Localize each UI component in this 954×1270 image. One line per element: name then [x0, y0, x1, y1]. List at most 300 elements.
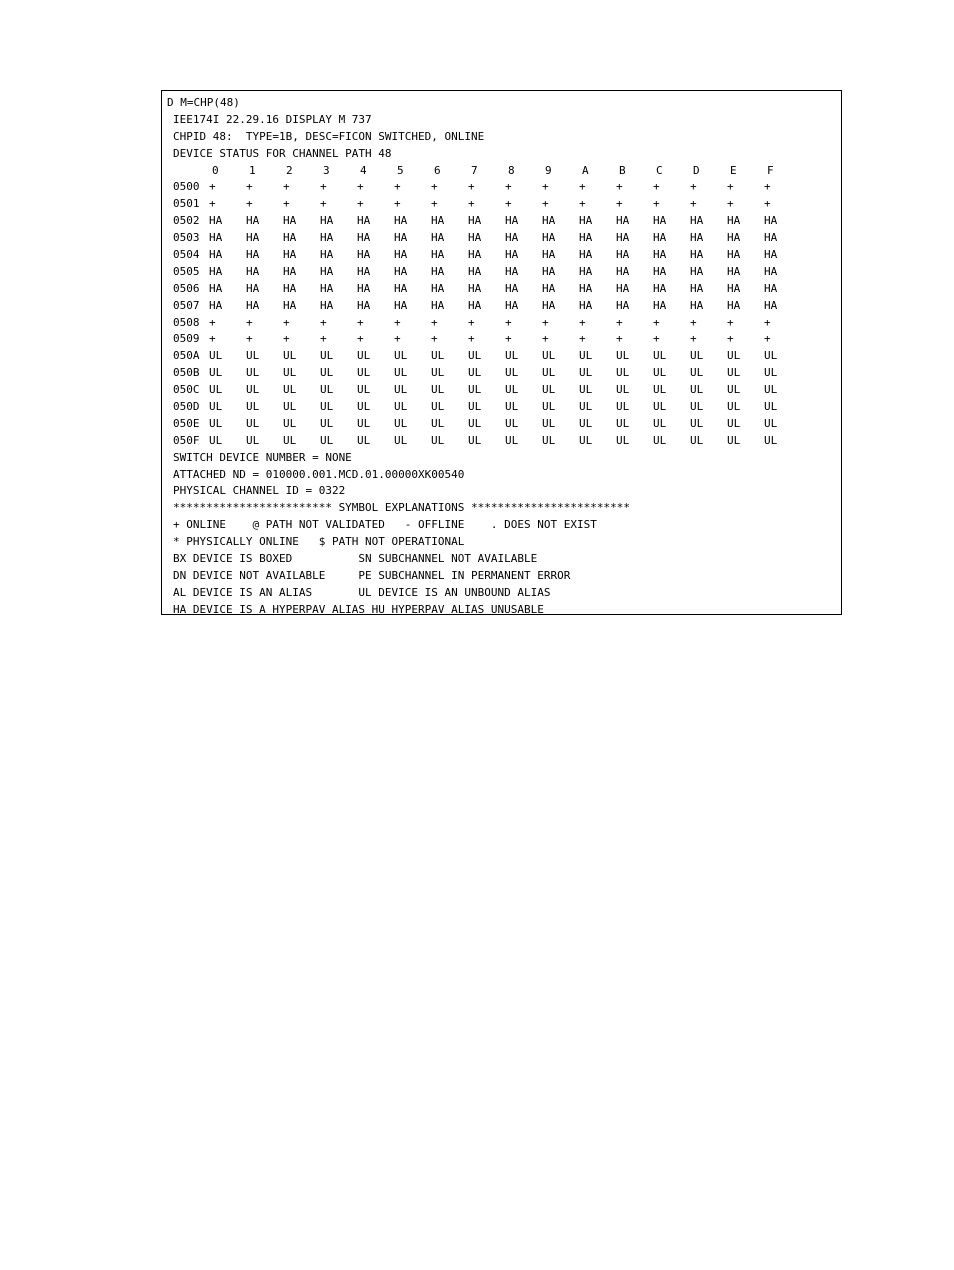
status-cell: UL — [690, 400, 704, 414]
status-cell: HA — [209, 264, 223, 278]
status-cell: UL — [505, 349, 519, 363]
table-row — [162, 365, 841, 382]
command-line: D M=CHP(48) — [167, 96, 240, 109]
status-cell: + — [579, 315, 586, 329]
status-cell: + — [468, 180, 475, 194]
status-cell: UL — [246, 349, 260, 363]
status-cell: + — [209, 315, 216, 329]
status-cell: + — [542, 197, 549, 211]
status-cell: UL — [505, 433, 519, 447]
column-header-1: 1 — [249, 163, 256, 177]
status-cell: HA — [431, 248, 445, 262]
status-cell: UL — [320, 349, 334, 363]
status-cell: UL — [283, 366, 297, 380]
status-cell: + — [690, 197, 697, 211]
status-cell: UL — [357, 366, 371, 380]
status-cell: HA — [431, 298, 445, 312]
status-cell: + — [394, 315, 401, 329]
status-cell: UL — [616, 400, 630, 414]
status-cell: + — [468, 332, 475, 346]
status-cell: UL — [727, 349, 741, 363]
status-cell: UL — [579, 366, 593, 380]
status-cell: UL — [357, 433, 371, 447]
legend-line-3: BX DEVICE IS BOXED SN SUBCHANNEL NOT AVAILABLE — [173, 552, 538, 566]
column-header-0: 0 — [212, 163, 219, 177]
status-cell: UL — [246, 366, 260, 380]
status-cell: UL — [357, 416, 371, 430]
symbol-explanations-banner: ************************ SYMBOL EXPLANATIONS ************************ — [173, 501, 630, 515]
status-cell: + — [690, 315, 697, 329]
column-header-F: F — [767, 163, 774, 177]
footer-attached-nd: ATTACHED ND = 010000.001.MCD.01.00000XK00540 — [173, 467, 465, 481]
status-cell: HA — [616, 264, 630, 278]
status-cell: HA — [505, 264, 519, 278]
row-address: 0509 — [173, 332, 200, 346]
status-cell: UL — [357, 349, 371, 363]
row-address: 0501 — [173, 197, 200, 211]
status-cell: HA — [394, 214, 408, 228]
status-cell: UL — [727, 400, 741, 414]
status-cell: HA — [431, 214, 445, 228]
status-cell: + — [579, 332, 586, 346]
status-cell: HA — [653, 214, 667, 228]
table-row — [162, 230, 841, 247]
status-cell: UL — [246, 433, 260, 447]
status-cell: + — [431, 332, 438, 346]
status-cell: UL — [320, 416, 334, 430]
status-cell: UL — [764, 433, 778, 447]
status-cell: UL — [690, 383, 704, 397]
status-cell: UL — [468, 383, 482, 397]
status-cell: HA — [394, 298, 408, 312]
status-cell: UL — [246, 383, 260, 397]
legend-line-1: + ONLINE @ PATH NOT VALIDATED - OFFLINE . DOES NOT EXIST — [173, 518, 597, 532]
status-cell: HA — [431, 231, 445, 245]
status-cell: HA — [357, 298, 371, 312]
legend-line-6: HA DEVICE IS A HYPERPAV ALIAS HU HYPERPAV ALIAS UNUSABLE — [173, 602, 544, 616]
status-cell: UL — [394, 349, 408, 363]
status-cell: HA — [283, 214, 297, 228]
status-cell: UL — [283, 383, 297, 397]
status-cell: HA — [246, 214, 260, 228]
status-cell: UL — [283, 400, 297, 414]
row-address: 0504 — [173, 248, 200, 262]
status-cell: UL — [505, 383, 519, 397]
status-cell: UL — [616, 433, 630, 447]
status-cell: HA — [653, 248, 667, 262]
status-cell: HA — [542, 264, 556, 278]
status-cell: UL — [431, 383, 445, 397]
table-row — [162, 399, 841, 416]
status-cell: UL — [542, 383, 556, 397]
table-row — [162, 348, 841, 365]
status-cell: HA — [246, 298, 260, 312]
status-cell: + — [727, 180, 734, 194]
status-cell: HA — [616, 248, 630, 262]
status-cell: HA — [357, 281, 371, 295]
status-cell: HA — [579, 298, 593, 312]
status-cell: HA — [542, 248, 556, 262]
row-address: 050B — [173, 366, 200, 380]
status-cell: + — [505, 332, 512, 346]
status-cell: HA — [616, 231, 630, 245]
column-header-4: 4 — [360, 163, 367, 177]
status-cell: UL — [616, 366, 630, 380]
status-cell: UL — [653, 366, 667, 380]
status-cell: HA — [579, 248, 593, 262]
status-cell: UL — [542, 366, 556, 380]
status-cell: HA — [616, 214, 630, 228]
status-cell: HA — [727, 264, 741, 278]
status-cell: UL — [357, 383, 371, 397]
status-cell: + — [542, 315, 549, 329]
status-cell: + — [246, 180, 253, 194]
status-cell: HA — [727, 248, 741, 262]
status-cell: UL — [505, 416, 519, 430]
column-header-8: 8 — [508, 163, 515, 177]
status-cell: UL — [431, 400, 445, 414]
status-cell: + — [246, 315, 253, 329]
column-header-2: 2 — [286, 163, 293, 177]
status-cell: UL — [431, 416, 445, 430]
status-cell: + — [357, 315, 364, 329]
status-cell: + — [579, 197, 586, 211]
status-cell: UL — [431, 349, 445, 363]
status-cell: + — [431, 197, 438, 211]
status-cell: + — [209, 180, 216, 194]
status-cell: + — [616, 180, 623, 194]
status-cell: HA — [468, 248, 482, 262]
status-cell: + — [690, 332, 697, 346]
status-cell: UL — [542, 349, 556, 363]
status-cell: HA — [209, 231, 223, 245]
status-cell: HA — [320, 248, 334, 262]
status-cell: HA — [246, 264, 260, 278]
status-cell: HA — [246, 281, 260, 295]
row-address: 050E — [173, 416, 200, 430]
status-cell: UL — [616, 416, 630, 430]
status-cell: UL — [653, 383, 667, 397]
status-cell: HA — [505, 248, 519, 262]
status-cell: HA — [690, 231, 704, 245]
status-cell: HA — [320, 231, 334, 245]
status-cell: UL — [579, 383, 593, 397]
status-cell: UL — [764, 416, 778, 430]
status-cell: HA — [579, 214, 593, 228]
table-row — [162, 179, 841, 196]
row-address: 0503 — [173, 231, 200, 245]
column-header-row — [162, 163, 841, 180]
status-cell: + — [394, 332, 401, 346]
status-cell: UL — [209, 416, 223, 430]
status-cell: HA — [690, 264, 704, 278]
status-cell: HA — [320, 214, 334, 228]
status-cell: + — [357, 180, 364, 194]
status-cell: UL — [542, 416, 556, 430]
row-address: 050A — [173, 349, 200, 363]
status-cell: HA — [653, 298, 667, 312]
status-cell: HA — [283, 298, 297, 312]
status-cell: + — [727, 197, 734, 211]
status-cell: + — [468, 315, 475, 329]
status-cell: UL — [394, 400, 408, 414]
status-cell: + — [505, 180, 512, 194]
status-cell: + — [690, 180, 697, 194]
status-cell: + — [320, 197, 327, 211]
status-cell: + — [431, 180, 438, 194]
status-cell: HA — [394, 248, 408, 262]
status-cell: UL — [653, 433, 667, 447]
status-cell: HA — [616, 298, 630, 312]
row-address: 0507 — [173, 298, 200, 312]
status-cell: + — [320, 315, 327, 329]
status-cell: + — [616, 332, 623, 346]
status-cell: UL — [468, 433, 482, 447]
status-cell: HA — [727, 214, 741, 228]
table-row — [162, 281, 841, 298]
status-cell: UL — [727, 366, 741, 380]
status-cell: + — [542, 180, 549, 194]
status-cell: HA — [246, 248, 260, 262]
status-cell: HA — [653, 281, 667, 295]
status-cell: UL — [394, 433, 408, 447]
status-cell: HA — [690, 248, 704, 262]
column-header-E: E — [730, 163, 737, 177]
status-cell: UL — [209, 383, 223, 397]
status-cell: HA — [246, 231, 260, 245]
column-header-6: 6 — [434, 163, 441, 177]
status-cell: + — [764, 315, 771, 329]
status-cell: HA — [357, 231, 371, 245]
status-cell: HA — [690, 298, 704, 312]
row-address: 050C — [173, 383, 200, 397]
status-cell: UL — [542, 400, 556, 414]
status-cell: UL — [653, 416, 667, 430]
status-cell: + — [653, 332, 660, 346]
status-cell: UL — [394, 383, 408, 397]
table-row — [162, 331, 841, 348]
status-cell: + — [246, 197, 253, 211]
console-output-panel — [161, 90, 842, 615]
table-row — [162, 247, 841, 264]
status-cell: + — [653, 315, 660, 329]
status-cell: UL — [727, 383, 741, 397]
row-address: 0505 — [173, 264, 200, 278]
status-cell: HA — [727, 281, 741, 295]
status-cell: + — [283, 197, 290, 211]
status-cell: HA — [505, 298, 519, 312]
status-cell: HA — [468, 264, 482, 278]
column-header-C: C — [656, 163, 663, 177]
status-cell: HA — [764, 214, 778, 228]
status-cell: HA — [431, 264, 445, 278]
status-cell: UL — [468, 400, 482, 414]
status-cell: HA — [283, 231, 297, 245]
status-cell: + — [727, 315, 734, 329]
status-cell: + — [320, 180, 327, 194]
status-cell: HA — [764, 281, 778, 295]
status-cell: + — [505, 197, 512, 211]
status-cell: UL — [764, 400, 778, 414]
column-header-3: 3 — [323, 163, 330, 177]
status-cell: HA — [320, 298, 334, 312]
status-cell: + — [764, 180, 771, 194]
status-cell: HA — [209, 214, 223, 228]
status-cell: UL — [283, 416, 297, 430]
status-cell: HA — [320, 264, 334, 278]
status-cell: HA — [468, 298, 482, 312]
status-cell: UL — [764, 366, 778, 380]
status-cell: + — [283, 180, 290, 194]
table-row — [162, 196, 841, 213]
status-cell: UL — [690, 349, 704, 363]
status-cell: UL — [653, 349, 667, 363]
status-cell: + — [764, 332, 771, 346]
status-cell: + — [246, 332, 253, 346]
status-cell: UL — [616, 349, 630, 363]
status-cell: HA — [727, 231, 741, 245]
status-cell: UL — [320, 400, 334, 414]
status-cell: UL — [616, 383, 630, 397]
status-cell: HA — [727, 298, 741, 312]
status-cell: UL — [246, 416, 260, 430]
status-cell: UL — [320, 366, 334, 380]
status-cell: UL — [468, 349, 482, 363]
status-cell: UL — [764, 383, 778, 397]
status-cell: UL — [468, 366, 482, 380]
status-cell: + — [320, 332, 327, 346]
status-cell: HA — [653, 264, 667, 278]
status-cell: + — [283, 332, 290, 346]
status-cell: + — [653, 180, 660, 194]
column-header-5: 5 — [397, 163, 404, 177]
row-address: 0508 — [173, 315, 200, 329]
status-cell: UL — [209, 349, 223, 363]
status-cell: UL — [209, 400, 223, 414]
status-cell: HA — [764, 248, 778, 262]
header-line-message: IEE174I 22.29.16 DISPLAY M 737 — [173, 112, 372, 126]
status-cell: UL — [579, 433, 593, 447]
status-cell: UL — [505, 400, 519, 414]
status-cell: + — [283, 315, 290, 329]
status-cell: UL — [431, 366, 445, 380]
status-cell: + — [764, 197, 771, 211]
row-address: 0506 — [173, 281, 200, 295]
status-cell: + — [616, 197, 623, 211]
status-cell: + — [616, 315, 623, 329]
status-cell: HA — [542, 231, 556, 245]
status-cell: UL — [653, 400, 667, 414]
status-cell: HA — [394, 231, 408, 245]
row-address: 0502 — [173, 214, 200, 228]
status-cell: UL — [246, 400, 260, 414]
status-cell: UL — [690, 433, 704, 447]
status-cell: + — [431, 315, 438, 329]
status-cell: + — [394, 180, 401, 194]
table-row — [162, 416, 841, 433]
header-line-chpid: CHPID 48: TYPE=1B, DESC=FICON SWITCHED, ONLINE — [173, 129, 485, 143]
status-cell: HA — [468, 231, 482, 245]
status-cell: UL — [320, 433, 334, 447]
status-cell: HA — [690, 281, 704, 295]
column-header-B: B — [619, 163, 626, 177]
status-cell: HA — [209, 248, 223, 262]
status-cell: HA — [431, 281, 445, 295]
status-cell: HA — [542, 298, 556, 312]
status-cell: HA — [616, 281, 630, 295]
column-header-7: 7 — [471, 163, 478, 177]
row-address: 050F — [173, 433, 200, 447]
status-cell: UL — [357, 400, 371, 414]
status-cell: HA — [320, 281, 334, 295]
status-cell: HA — [209, 298, 223, 312]
status-cell: UL — [690, 366, 704, 380]
status-cell: HA — [690, 214, 704, 228]
status-cell: HA — [357, 214, 371, 228]
status-cell: HA — [764, 231, 778, 245]
legend-line-4: DN DEVICE NOT AVAILABLE PE SUBCHANNEL IN PERMANENT ERROR — [173, 568, 571, 582]
header-line-device-status: DEVICE STATUS FOR CHANNEL PATH 48 — [173, 146, 392, 160]
status-cell: + — [357, 197, 364, 211]
status-cell: HA — [357, 264, 371, 278]
status-cell: HA — [653, 231, 667, 245]
status-cell: HA — [394, 264, 408, 278]
status-cell: UL — [209, 433, 223, 447]
footer-switch-device: SWITCH DEVICE NUMBER = NONE — [173, 450, 352, 464]
status-cell: HA — [542, 214, 556, 228]
status-cell: UL — [542, 433, 556, 447]
row-address: 050D — [173, 400, 200, 414]
status-cell: HA — [579, 231, 593, 245]
row-address: 0500 — [173, 180, 200, 194]
status-cell: HA — [357, 248, 371, 262]
table-row — [162, 315, 841, 332]
status-cell: HA — [505, 281, 519, 295]
status-cell: UL — [579, 416, 593, 430]
status-cell: UL — [320, 383, 334, 397]
table-row — [162, 433, 841, 450]
status-cell: UL — [690, 416, 704, 430]
footer-physical-channel-id: PHYSICAL CHANNEL ID = 0322 — [173, 484, 346, 498]
legend-line-5: AL DEVICE IS AN ALIAS UL DEVICE IS AN UNBOUND ALIAS — [173, 585, 551, 599]
status-cell: + — [653, 197, 660, 211]
status-cell: UL — [579, 400, 593, 414]
status-cell: UL — [209, 366, 223, 380]
table-row — [162, 264, 841, 281]
status-cell: + — [468, 197, 475, 211]
status-cell: HA — [209, 281, 223, 295]
status-cell: HA — [764, 298, 778, 312]
status-cell: HA — [283, 281, 297, 295]
device-status-grid — [162, 179, 841, 449]
legend-line-2: * PHYSICALLY ONLINE $ PATH NOT OPERATIONAL — [173, 535, 465, 549]
status-cell: HA — [542, 281, 556, 295]
table-row — [162, 213, 841, 230]
status-cell: UL — [727, 416, 741, 430]
status-cell: + — [394, 197, 401, 211]
status-cell: UL — [468, 416, 482, 430]
status-cell: + — [209, 332, 216, 346]
status-cell: UL — [505, 366, 519, 380]
status-cell: + — [209, 197, 216, 211]
status-cell: HA — [468, 281, 482, 295]
status-cell: HA — [468, 214, 482, 228]
status-cell: HA — [394, 281, 408, 295]
status-cell: + — [542, 332, 549, 346]
status-cell: HA — [579, 281, 593, 295]
status-cell: HA — [283, 248, 297, 262]
status-cell: + — [505, 315, 512, 329]
